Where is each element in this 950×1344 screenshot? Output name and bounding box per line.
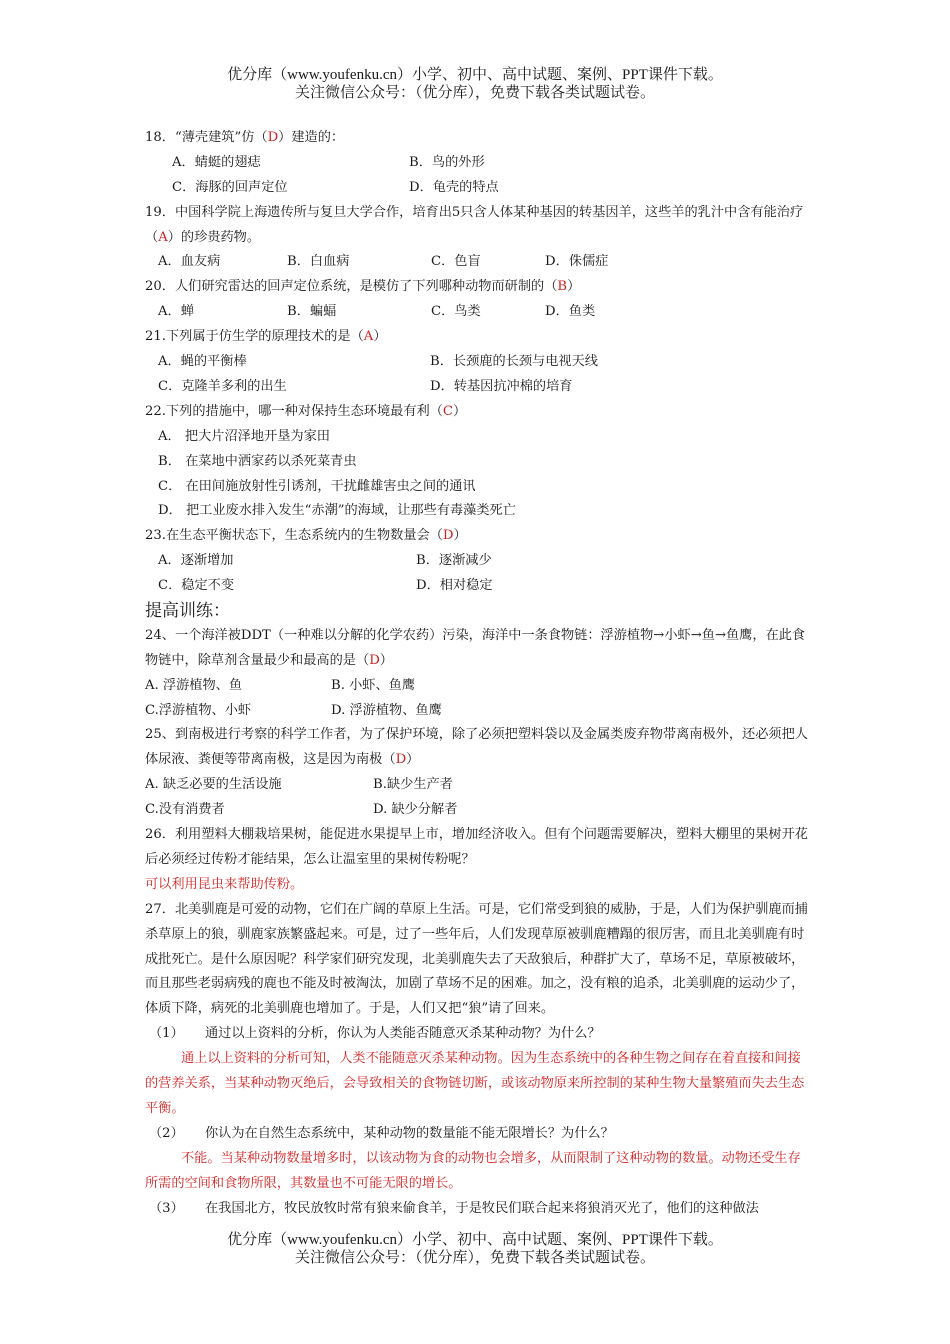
q19-option-c: C．色盲 [431,254,481,270]
q27-sub2-answer: 不能。当某种动物数量增多时，以该动物为食的动物也会增多，从而限制了这种动物的数量。动物还受生存所需的空间和食物所限，其数量也不可能无限的增长。 [145,1150,801,1191]
q22-option-d: D． 把工业废水排入发生“赤潮”的海域，让那些有毒藻类死亡 [158,503,516,519]
q18-option-d: D．龟壳的特点 [409,179,499,195]
q18-stem: 18．“薄壳建筑”仿（D）建造的： [145,130,345,145]
q20-options [145,300,813,325]
q18-option-c: C．海豚的回声定位 [172,179,288,195]
q25-option-b: B.缺少生产者 [373,777,453,793]
header-line-2: 关注微信公众号：（优分库），免费下载各类试题试卷。 [294,85,655,101]
q19-stem: 19．中国科学院上海遗传所与复旦大学合作，培育出5只含人体某种基因的转基因羊，这些羊的乳汁中含有能治疗（A）的珍贵药物。 [145,204,804,245]
q21-option-d: D．转基因抗冲棉的培育 [430,378,573,394]
q20-option-d: D．鱼类 [545,304,596,320]
q25-stem: 25、到南极进行考察的科学工作者，为了保护环境，除了必须把塑料袋以及金属类废弃物带离南极外，还必须把人体尿液、粪便等带离南极，这是因为南极（D） [145,727,808,768]
q25-option-c: C.没有消费者 [145,802,225,818]
header-line-1: 优分库（www.youfenku.cn）小学、初中、高中试题、案例、PPT课件下载。 [227,67,723,83]
q18-answer: D [267,130,279,145]
q21-options-row2 [145,375,813,400]
q23-options-row2 [145,574,813,599]
page-footer [0,1231,950,1267]
footer-line-1: 优分库（www.youfenku.cn）小学、初中、高中试题、案例、PPT课件下载。 [227,1232,723,1248]
q23-option-c: C．稳定不变 [158,578,235,594]
q18-options-row1 [145,151,813,176]
q22-option-a: A． 把大片沼泽地开垦为家田 [158,428,330,444]
q23-options-row1 [145,549,813,574]
q26-answer: 可以利用昆虫来帮助传粉。 [145,876,304,892]
q27-sub1-answer: 通上以上资料的分析可知，人类不能随意灭杀某种动物。因为生态系统中的各种生物之间存在着直接和间接的营养关系，当某种动物灭绝后，会导致相关的食物链切断，或该动物原来所控制的某种生物大量繁殖而失去生态平衡。 [145,1051,805,1116]
q20-stem: 20．人们研究雷达的回声定位系统，是模仿了下列哪种动物而研制的（B） [145,279,581,295]
q27-sub2-number: （2） [149,1125,184,1141]
q18-option-a: A．蜻蜓的翅痣 [172,154,261,170]
q22-option-b: B． 在菜地中洒家药以杀死菜青虫 [158,453,357,469]
q25-option-a: A. 缺乏必要的生活设施 [145,777,282,793]
q21-answer: A [363,329,374,345]
q24-options-row2 [145,699,813,724]
section-title: 提高训练： [145,600,230,621]
q23-stem: 23.在生态平衡状态下，生态系统内的生物数量会（D） [145,528,467,544]
q18-option-b: B．鸟的外形 [409,154,485,170]
q21-stem: 21.下列属于仿生学的原理技术的是（A） [145,329,387,345]
q24-options-row1 [145,674,813,699]
q22-option-c: C． 在田间施放射性引诱剂，干扰雌雄害虫之间的通讯 [158,478,476,494]
q21-option-a: A．蝇的平衡棒 [158,354,247,370]
q27-sub2-question: （2） 你认为在自然生态系统中，某种动物的数量能不能无限增长？为什么？ [145,1122,813,1147]
q27-sub1-question: （1） 通过以上资料的分析，你认为人类能否随意灭杀某种动物？为什么？ [145,1022,813,1047]
q25-option-d: D. 缺少分解者 [373,802,458,818]
document-body [145,126,813,1221]
q27-sub3-number: （3） [149,1200,184,1216]
q21-option-b: B．长颈鹿的长颈与电视天线 [430,354,598,370]
q22-stem: 22.下列的措施中，哪一种对保持生态环境最有利（C） [145,403,467,419]
q24-option-d: D. 浮游植物、鱼鹰 [331,702,442,718]
q20-answer: B [557,279,568,295]
q25-options-row2 [145,798,813,823]
q24-option-b: B. 小虾、鱼鹰 [331,677,416,693]
q23-option-d: D．相对稳定 [416,578,493,594]
q20-option-b: B．蝙蝠 [287,304,337,320]
q20-option-a: A．蝉 [158,304,194,320]
q24-stem: 24、一个海洋被DDT（一种难以分解的化学农药）污染，海洋中一条食物链：浮游植物→小虾→鱼→鱼鹰，在此食物链中，除草剂含量最少和最高的是（D） [145,627,806,668]
q19-options [145,250,813,275]
q27-sub3-question: （3） 在我国北方，牧民放牧时常有狼来偷食羊，于是牧民们联合起来将狼消灭光了，他们的这种做法 [145,1197,813,1222]
q21-options-row1 [145,350,813,375]
q18-options-row2 [145,176,813,201]
q19-option-b: B．白血病 [287,254,350,270]
footer-line-2: 关注微信公众号：（优分库），免费下载各类试题试卷。 [294,1250,655,1266]
q22-answer: C [442,403,454,419]
q26-stem: 26．利用塑料大棚栽培果树，能促进水果提早上市，增加经济收入。但有个问题需要解决，塑料大棚里的果树开花后必须经过传粉才能结果，怎么让温室里的果树传粉呢？ [145,827,808,867]
q24-option-c: C.浮游植物、小虾 [145,702,252,718]
q21-option-c: C．克隆羊多利的出生 [158,378,287,394]
q27-sub1-number: （1） [149,1026,184,1042]
q27-stem: 27．北美驯鹿是可爱的动物，它们在广阔的草原上生活。可是，它们常受到狼的威胁，于是，人们为保护驯鹿而捕杀草原上的狼，驯鹿家族繁盛起来。可是，过了一些年后，人们发现草原被驯鹿糟蹋的很厉害，而且北美驯鹿有时成批死亡。是什么原因呢？科学家们研究发现，北美驯鹿失去了天敌狼后，种群扩大了，草场不足，草原被破坏，而且那些老弱病残的鹿也不能及时被淘汰，加剧了草场不足的困难。加之，没有粮的追杀，北美驯鹿的运动少了，体质下降，病死的北美驯鹿也增加了。于是，人们又把“狼”请了回来。 [145,901,808,1017]
q25-options-row1 [145,773,813,798]
q20-option-c: C．鸟类 [431,304,481,320]
q23-option-a: A．逐渐增加 [158,553,234,569]
q19-option-d: D．侏儒症 [545,254,609,270]
q23-option-b: B．逐渐减少 [416,553,492,569]
q24-answer: D [369,652,380,668]
q19-answer: A [158,229,168,245]
page-header [0,66,950,102]
q19-option-a: A．血友病 [158,254,221,270]
q23-answer: D [442,528,454,544]
q25-answer: D [395,752,407,768]
q24-option-a: A. 浮游植物、鱼 [145,677,243,693]
